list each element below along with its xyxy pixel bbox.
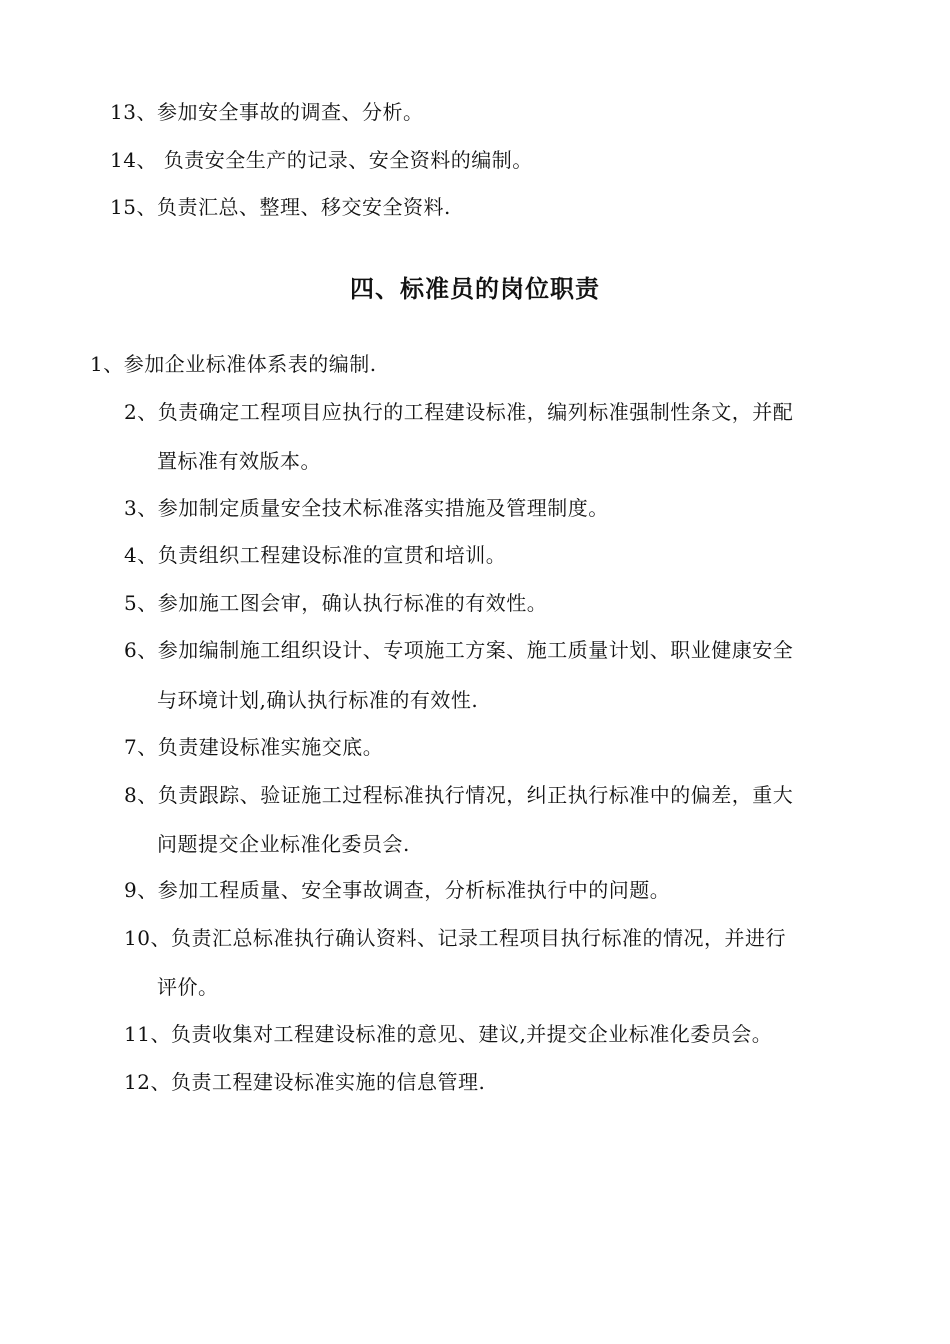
list-item-7: 7、负责建设标准实施交底。 bbox=[124, 735, 384, 759]
list-item-15: 15、负责汇总、整理、移交安全资料. bbox=[110, 195, 451, 219]
list-item-8: 8、负责跟踪、验证施工过程标准执行情况，纠正执行标准中的偏差，重大 bbox=[124, 783, 794, 807]
list-item-13: 13、参加安全事故的调查、分析。 bbox=[110, 100, 424, 124]
list-item-11: 11、负责收集对工程建设标准的意见、建议,并提交企业标准化委员会。 bbox=[124, 1022, 773, 1046]
list-item-3: 3、参加制定质量安全技术标准落实措施及管理制度。 bbox=[124, 496, 609, 520]
list-item-14: 14、 负责安全生产的记录、安全资料的编制。 bbox=[110, 148, 533, 172]
list-item-1: 1、参加企业标准体系表的编制. bbox=[90, 352, 377, 376]
list-item-6-continuation: 与环境计划,确认执行标准的有效性. bbox=[157, 688, 479, 712]
list-item-4: 4、负责组织工程建设标准的宣贯和培训。 bbox=[124, 543, 507, 567]
list-item-12: 12、负责工程建设标准实施的信息管理. bbox=[124, 1070, 486, 1094]
list-item-9: 9、参加工程质量、安全事故调查，分析标准执行中的问题。 bbox=[124, 878, 671, 902]
list-item-2: 2、负责确定工程项目应执行的工程建设标准，编列标准强制性条文，并配 bbox=[124, 400, 794, 424]
section-heading: 四、标准员的岗位职责 bbox=[350, 274, 600, 303]
list-item-6: 6、参加编制施工组织设计、专项施工方案、施工质量计划、职业健康安全 bbox=[124, 638, 794, 662]
list-item-2-continuation: 置标准有效版本。 bbox=[157, 449, 321, 473]
list-item-10-continuation: 评价。 bbox=[157, 975, 219, 999]
list-item-5: 5、参加施工图会审，确认执行标准的有效性。 bbox=[124, 591, 548, 615]
list-item-10: 10、负责汇总标准执行确认资料、记录工程项目执行标准的情况，并进行 bbox=[124, 926, 786, 950]
list-item-8-continuation: 问题提交企业标准化委员会. bbox=[157, 832, 410, 856]
